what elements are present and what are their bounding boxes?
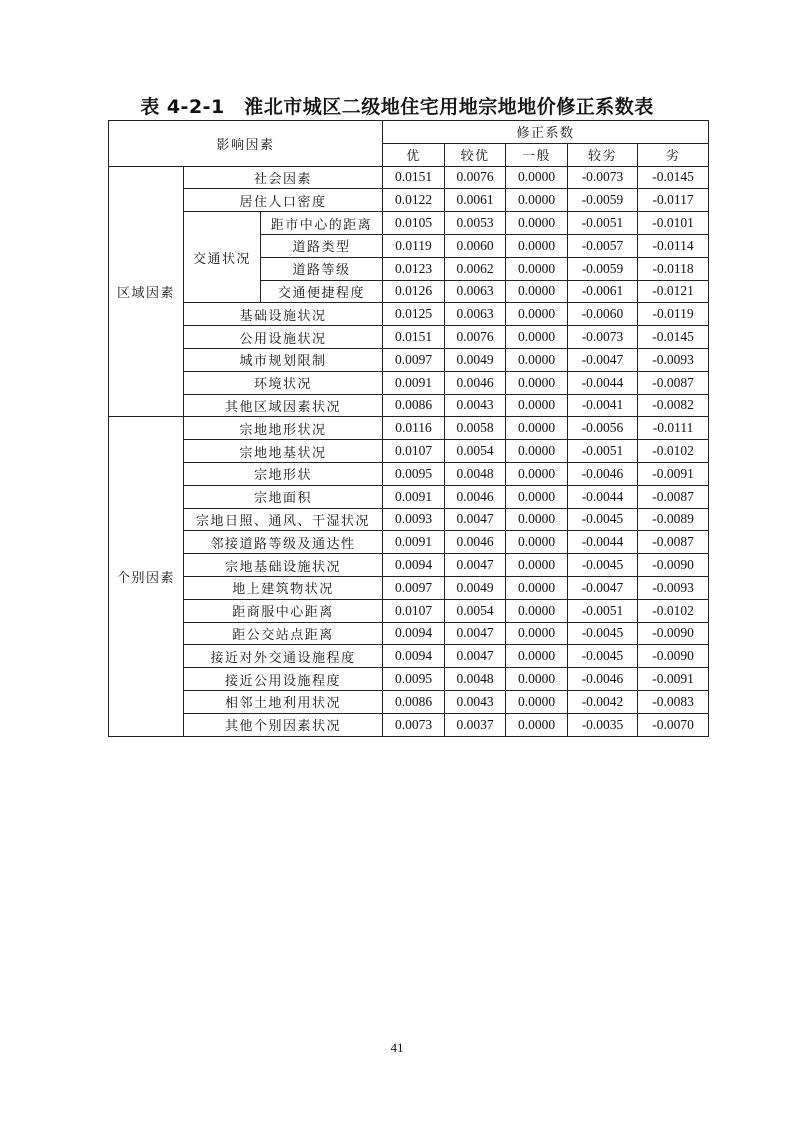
coef-value: 0.0122	[383, 189, 445, 212]
factor-name: 其他区域因素状况	[184, 394, 383, 417]
coef-value: -0.0061	[568, 280, 638, 303]
factor-name: 其他个别因素状况	[184, 713, 383, 736]
table-row	[109, 440, 709, 463]
factor-name: 地上建筑物状况	[184, 576, 383, 599]
factor-name: 宗地基础设施状况	[184, 554, 383, 577]
coef-value: -0.0045	[568, 508, 638, 531]
coef-value: 0.0126	[383, 280, 445, 303]
coef-value: 0.0000	[506, 531, 568, 554]
coef-value: 0.0091	[383, 485, 445, 508]
coef-value: 0.0094	[383, 554, 445, 577]
coef-value: 0.0000	[506, 303, 568, 326]
factor-name: 宗地地形状况	[184, 417, 383, 440]
table-row	[109, 189, 709, 212]
factor-name: 居住人口密度	[184, 189, 383, 212]
coef-value: 0.0000	[506, 462, 568, 485]
coef-value: -0.0060	[568, 303, 638, 326]
coef-value: 0.0123	[383, 257, 445, 280]
table-row	[109, 508, 709, 531]
header-level: 较劣	[568, 143, 638, 166]
table-row	[109, 166, 709, 189]
table-row	[109, 417, 709, 440]
factor-name: 宗地日照、通风、干湿状况	[184, 508, 383, 531]
coef-value: -0.0090	[638, 622, 709, 645]
coef-value: 0.0105	[383, 212, 445, 235]
header-level: 劣	[638, 143, 709, 166]
coef-value: 0.0000	[506, 485, 568, 508]
header-factor: 影响因素	[109, 121, 383, 167]
subgroup-traffic: 交通状况	[184, 212, 261, 303]
coef-value: -0.0087	[638, 485, 709, 508]
coef-value: 0.0000	[506, 508, 568, 531]
coef-value: 0.0086	[383, 690, 445, 713]
coef-value: 0.0047	[445, 508, 506, 531]
coef-value: 0.0116	[383, 417, 445, 440]
coef-value: -0.0035	[568, 713, 638, 736]
coef-value: 0.0000	[506, 576, 568, 599]
coef-value: -0.0119	[638, 303, 709, 326]
coef-value: -0.0051	[568, 440, 638, 463]
coef-value: 0.0047	[445, 622, 506, 645]
coef-value: 0.0093	[383, 508, 445, 531]
factor-name: 接近公用设施程度	[184, 668, 383, 691]
table-row	[109, 645, 709, 668]
coef-value: 0.0107	[383, 599, 445, 622]
coef-value: -0.0145	[638, 166, 709, 189]
factor-name: 宗地面积	[184, 485, 383, 508]
subfactor-name: 交通便捷程度	[261, 280, 383, 303]
table-title: 表 4-2-1 淮北市城区二级地住宅用地宗地地价修正系数表	[140, 96, 654, 118]
table-row	[109, 371, 709, 394]
coef-value: -0.0111	[638, 417, 709, 440]
table-row	[109, 485, 709, 508]
table-row	[109, 668, 709, 691]
table-row	[109, 554, 709, 577]
coef-value: -0.0145	[638, 326, 709, 349]
coef-value: -0.0041	[568, 394, 638, 417]
coef-value: 0.0076	[445, 326, 506, 349]
coef-value: -0.0044	[568, 531, 638, 554]
coef-value: 0.0049	[445, 348, 506, 371]
coef-value: 0.0119	[383, 234, 445, 257]
coef-value: -0.0093	[638, 576, 709, 599]
factor-name: 相邻土地利用状况	[184, 690, 383, 713]
coef-value: 0.0047	[445, 554, 506, 577]
coef-value: -0.0051	[568, 599, 638, 622]
factor-name: 公用设施状况	[184, 326, 383, 349]
subfactor-name: 距市中心的距离	[261, 212, 383, 235]
coef-value: -0.0044	[568, 485, 638, 508]
coef-value: 0.0097	[383, 348, 445, 371]
table-row	[109, 348, 709, 371]
coef-value: -0.0082	[638, 394, 709, 417]
coef-value: 0.0073	[383, 713, 445, 736]
table-row	[109, 690, 709, 713]
coef-value: -0.0046	[568, 462, 638, 485]
coef-value: 0.0000	[506, 212, 568, 235]
coef-value: 0.0063	[445, 280, 506, 303]
header-coef: 修正系数	[383, 121, 709, 144]
coef-value: -0.0090	[638, 645, 709, 668]
table-row	[109, 713, 709, 736]
coef-value: -0.0044	[568, 371, 638, 394]
coef-value: 0.0046	[445, 531, 506, 554]
coef-value: -0.0070	[638, 713, 709, 736]
coef-value: -0.0073	[568, 326, 638, 349]
coef-value: 0.0054	[445, 599, 506, 622]
coef-value: -0.0056	[568, 417, 638, 440]
table-row	[109, 394, 709, 417]
page-number: 41	[390, 1040, 404, 1055]
coef-value: 0.0097	[383, 576, 445, 599]
coef-value: 0.0053	[445, 212, 506, 235]
coef-value: 0.0000	[506, 189, 568, 212]
coef-value: -0.0089	[638, 508, 709, 531]
coef-value: -0.0117	[638, 189, 709, 212]
coef-value: 0.0000	[506, 713, 568, 736]
table-row	[109, 531, 709, 554]
coef-value: 0.0060	[445, 234, 506, 257]
coef-value: 0.0046	[445, 485, 506, 508]
coef-value: 0.0058	[445, 417, 506, 440]
coef-value: 0.0000	[506, 257, 568, 280]
header-level: 较优	[445, 143, 506, 166]
coef-value: 0.0043	[445, 394, 506, 417]
coef-value: -0.0083	[638, 690, 709, 713]
coef-value: 0.0000	[506, 326, 568, 349]
coef-value: 0.0000	[506, 668, 568, 691]
subfactor-name: 道路类型	[261, 234, 383, 257]
coef-value: 0.0000	[506, 348, 568, 371]
coef-value: 0.0063	[445, 303, 506, 326]
group-regional-factors: 区域因素	[109, 166, 184, 417]
coef-value: -0.0102	[638, 440, 709, 463]
table-row	[109, 622, 709, 645]
coef-value: 0.0000	[506, 394, 568, 417]
coef-value: -0.0045	[568, 554, 638, 577]
coef-value: 0.0151	[383, 166, 445, 189]
coef-value: 0.0125	[383, 303, 445, 326]
coef-value: -0.0114	[638, 234, 709, 257]
coef-value: 0.0046	[445, 371, 506, 394]
coef-value: 0.0000	[506, 166, 568, 189]
coef-value: -0.0045	[568, 645, 638, 668]
correction-coefficient-table	[108, 120, 709, 737]
coef-value: -0.0087	[638, 531, 709, 554]
coef-value: 0.0048	[445, 668, 506, 691]
coef-value: 0.0095	[383, 462, 445, 485]
coef-value: 0.0043	[445, 690, 506, 713]
coef-value: 0.0086	[383, 394, 445, 417]
coef-value: 0.0095	[383, 668, 445, 691]
factor-name: 距公交站点距离	[184, 622, 383, 645]
coef-value: -0.0059	[568, 189, 638, 212]
coef-value: 0.0048	[445, 462, 506, 485]
coef-value: 0.0000	[506, 417, 568, 440]
header-level: 优	[383, 143, 445, 166]
coef-value: -0.0047	[568, 576, 638, 599]
coef-value: 0.0091	[383, 371, 445, 394]
header-level: 一般	[506, 143, 568, 166]
factor-name: 城市规划限制	[184, 348, 383, 371]
coef-value: 0.0000	[506, 599, 568, 622]
table-row	[109, 576, 709, 599]
coef-value: 0.0000	[506, 690, 568, 713]
coef-value: -0.0102	[638, 599, 709, 622]
coef-value: 0.0062	[445, 257, 506, 280]
coef-value: -0.0057	[568, 234, 638, 257]
coef-value: 0.0107	[383, 440, 445, 463]
table-row	[109, 212, 709, 235]
coef-value: 0.0094	[383, 622, 445, 645]
coef-value: -0.0118	[638, 257, 709, 280]
coef-value: 0.0076	[445, 166, 506, 189]
coef-value: 0.0000	[506, 371, 568, 394]
coef-value: -0.0101	[638, 212, 709, 235]
coef-value: 0.0151	[383, 326, 445, 349]
table-row	[109, 303, 709, 326]
subfactor-name: 道路等级	[261, 257, 383, 280]
coef-value: -0.0091	[638, 462, 709, 485]
coef-value: 0.0049	[445, 576, 506, 599]
coef-value: 0.0000	[506, 440, 568, 463]
factor-name: 基础设施状况	[184, 303, 383, 326]
coef-value: 0.0000	[506, 280, 568, 303]
table-row	[109, 326, 709, 349]
coef-value: -0.0047	[568, 348, 638, 371]
table-row	[109, 599, 709, 622]
coef-value: -0.0059	[568, 257, 638, 280]
coef-value: 0.0037	[445, 713, 506, 736]
factor-name: 宗地形状	[184, 462, 383, 485]
factor-name: 环境状况	[184, 371, 383, 394]
coef-value: 0.0000	[506, 554, 568, 577]
coef-value: 0.0094	[383, 645, 445, 668]
coef-value: 0.0061	[445, 189, 506, 212]
coef-value: -0.0093	[638, 348, 709, 371]
coef-value: 0.0000	[506, 234, 568, 257]
factor-name: 接近对外交通设施程度	[184, 645, 383, 668]
coef-value: -0.0045	[568, 622, 638, 645]
coef-value: 0.0000	[506, 645, 568, 668]
factor-name: 社会因素	[184, 166, 383, 189]
coef-value: -0.0090	[638, 554, 709, 577]
coef-value: -0.0087	[638, 371, 709, 394]
coef-value: -0.0091	[638, 668, 709, 691]
coef-value: 0.0047	[445, 645, 506, 668]
group-individual-factors: 个别因素	[109, 417, 184, 736]
coef-value: -0.0042	[568, 690, 638, 713]
coef-value: -0.0046	[568, 668, 638, 691]
coef-value: -0.0121	[638, 280, 709, 303]
coef-value: 0.0000	[506, 622, 568, 645]
coef-value: 0.0054	[445, 440, 506, 463]
factor-name: 邻接道路等级及通达性	[184, 531, 383, 554]
factor-name: 宗地地基状况	[184, 440, 383, 463]
table-row	[109, 462, 709, 485]
coef-value: -0.0051	[568, 212, 638, 235]
coef-value: 0.0091	[383, 531, 445, 554]
factor-name: 距商服中心距离	[184, 599, 383, 622]
coef-value: -0.0073	[568, 166, 638, 189]
